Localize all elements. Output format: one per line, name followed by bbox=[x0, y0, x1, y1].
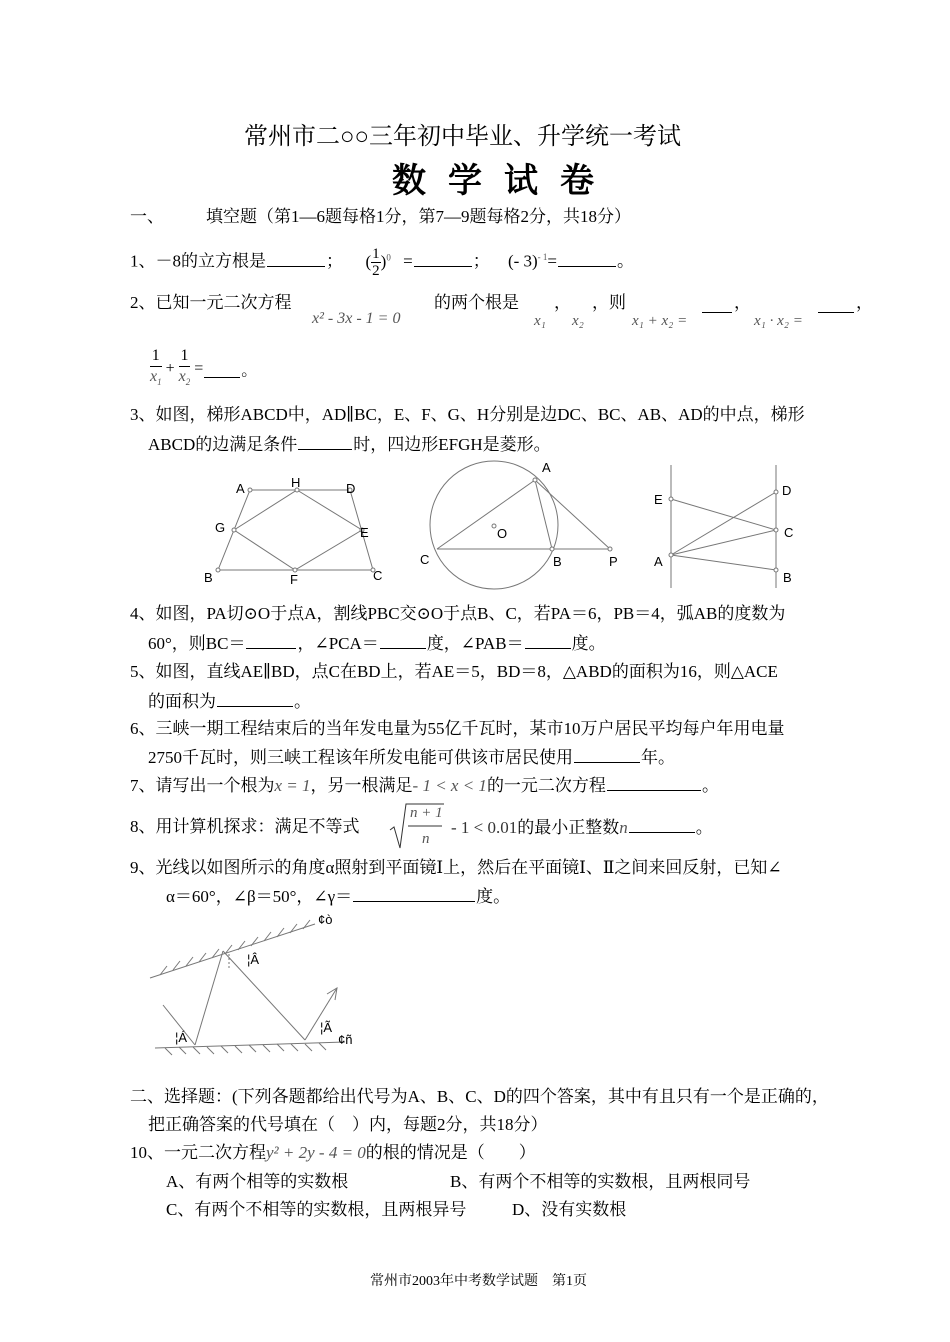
mirror-2-label: ¢ò bbox=[318, 912, 333, 927]
rhombus-efgh bbox=[234, 490, 362, 570]
question-1: 1、－8的立方根是 ； ( $\frac{1}{2}$ )$^0$ = ； (- 3)$^{- 1}$= 。 bbox=[130, 246, 635, 280]
q5-line1: 5、如图，直线AE∥BD，点C在BD上，若AE＝5，BD＝8，△ABD的面积为16，则△ACE bbox=[130, 662, 778, 681]
parallel-lines-figure bbox=[669, 465, 778, 588]
page-footer: 常州市2003年中考数学试题 第1页 bbox=[370, 1274, 587, 1289]
q6-line1: 6、三峡一期工程结束后的当年发电量为55亿千瓦时，某市10万户居民平均每户年用电量 bbox=[130, 719, 785, 738]
q3-line2: ABCD的边满足条件 时，四边形EFGH是菱形。 bbox=[148, 435, 551, 454]
q1-eq2: = bbox=[547, 251, 558, 271]
gamma-label: ¦Ã bbox=[320, 1020, 333, 1035]
question-10: 10、一元二次方程y² + 2y - 4 = 0的根的情况是（ ） bbox=[130, 1143, 536, 1162]
q2-x2: x₂ bbox=[572, 313, 584, 329]
q8-rest: - 1 < 0.01的最小正整数n 。 bbox=[451, 818, 713, 837]
circle-figure bbox=[430, 461, 612, 589]
q2-d: ， bbox=[734, 293, 751, 312]
answer-blank[interactable] bbox=[702, 296, 732, 313]
label-p: P bbox=[609, 554, 618, 569]
answer-blank[interactable] bbox=[629, 816, 695, 833]
label-h: H bbox=[291, 475, 301, 490]
section1-number: 一、 bbox=[130, 207, 164, 226]
q1-sep2: ； bbox=[472, 251, 490, 271]
half-power-zero: ( $\frac{1}{2}$ )$^0$ bbox=[365, 246, 391, 280]
label-c: C bbox=[420, 552, 430, 567]
q2-comma: ， bbox=[554, 293, 571, 312]
q9-line1: 9、光线以如图所示的角度α照射到平面镜Ⅰ上，然后在平面镜Ⅰ、Ⅱ之间来回反射，已知∠ bbox=[130, 858, 782, 877]
label-a: A bbox=[236, 481, 245, 496]
ray-2 bbox=[195, 951, 223, 1045]
label-a: A bbox=[542, 460, 551, 475]
beta-label: ¦Â bbox=[247, 952, 260, 967]
mirror-1-label: ¢ñ bbox=[338, 1032, 353, 1047]
q2-c: ，则 bbox=[592, 293, 626, 312]
option-d[interactable]: D、没有实数根 bbox=[512, 1200, 627, 1219]
answer-blank[interactable] bbox=[558, 250, 616, 267]
answer-blank[interactable] bbox=[217, 690, 293, 707]
q1-end: 。 bbox=[617, 251, 635, 271]
option-b[interactable]: B、有两个不相等的实数根，且两根同号 bbox=[450, 1172, 751, 1191]
q1-text: 1、－8的立方根是 bbox=[130, 251, 266, 271]
label-e: E bbox=[654, 492, 663, 507]
q2-a: 2、已知一元二次方程 bbox=[130, 293, 292, 312]
answer-blank[interactable] bbox=[267, 250, 325, 267]
option-c[interactable]: C、有两个不相等的实数根，且两根异号 bbox=[166, 1200, 467, 1219]
label-b: B bbox=[783, 570, 792, 585]
answer-blank[interactable] bbox=[414, 250, 472, 267]
label-d: D bbox=[782, 483, 792, 498]
label-b: B bbox=[553, 554, 562, 569]
sqrt-numerator: n + 1 bbox=[410, 805, 443, 821]
q7-range: - 1 < x < 1 bbox=[412, 776, 487, 795]
q1-sep: ； bbox=[326, 251, 343, 271]
q3-line1: 3、如图，梯形ABCD中，AD∥BC，E、F、G、H分别是边DC、BC、AB、AD的中点，梯形 bbox=[130, 405, 805, 424]
answer-blank[interactable] bbox=[525, 632, 571, 649]
section2-line1: 二、选择题：(下列各题都给出代号为A、B、C、D的四个答案，其中有且只有一个是正确的， bbox=[130, 1087, 829, 1106]
q2-x1: x₁ bbox=[534, 313, 546, 329]
section1-heading: 填空题（第1—6题每格1分，第7—9题每格2分，共18分） bbox=[206, 207, 631, 226]
label-d: D bbox=[346, 481, 356, 496]
label-f: F bbox=[290, 572, 298, 587]
section2-line2: 把正确答案的代号填在（ ）内，每题2分，共18分） bbox=[148, 1115, 548, 1134]
q4-line1: 4、如图，PA切⊙O于点A，割线PBC交⊙O于点B、C，若PA＝6，PB＝4，弧AB的度数为 bbox=[130, 604, 786, 623]
q10-equation: y² + 2y - 4 = 0 bbox=[266, 1143, 366, 1162]
question-7: 7、请写出一个根为x = 1，另一根满足- 1 < x < 1的一元二次方程 。 bbox=[130, 776, 719, 795]
trapezoid-figure bbox=[216, 488, 375, 572]
q2-prod: x₁ · x₂ = bbox=[754, 313, 803, 329]
label-b: B bbox=[204, 570, 213, 585]
answer-blank[interactable] bbox=[246, 632, 296, 649]
answer-blank[interactable] bbox=[353, 885, 475, 902]
subject-title: 数学试卷 bbox=[392, 163, 616, 200]
q2-sum: x₁ + x₂ = bbox=[632, 313, 688, 329]
label-c: C bbox=[784, 525, 794, 540]
ray-3 bbox=[223, 951, 305, 1040]
label-e: E bbox=[360, 525, 369, 540]
mirror-2-hatch bbox=[160, 920, 310, 975]
q1-eq: = bbox=[403, 251, 413, 271]
neg3-expr: (- 3) bbox=[507, 251, 538, 271]
answer-blank[interactable] bbox=[204, 361, 240, 378]
exam-title: 常州市二○○三年初中毕业、升学统一考试 bbox=[244, 124, 681, 150]
q2-e: ， bbox=[856, 293, 873, 312]
sqrt-denominator: n bbox=[422, 831, 430, 847]
q4-line2: 60°，则BC＝ ，∠PCA＝ 度，∠PAB＝ 度。 bbox=[148, 634, 606, 653]
q6-line2: 2750千瓦时，则三峡工程该年所发电能可供该市居民使用 年。 bbox=[148, 748, 675, 767]
answer-blank[interactable] bbox=[607, 774, 701, 791]
q2-b: 的两个根是 bbox=[434, 293, 519, 312]
answer-blank[interactable] bbox=[574, 746, 640, 763]
q8-text: 8、用计算机探求：满足不等式 bbox=[130, 817, 360, 836]
label-c: C bbox=[373, 568, 383, 583]
reciprocal-sum: $\frac{1}{x_1}$ + $\frac{1}{x_2}$ = 。 bbox=[150, 347, 258, 388]
mirror-figure bbox=[145, 910, 385, 1060]
label-a: A bbox=[654, 554, 663, 569]
answer-blank[interactable] bbox=[298, 433, 352, 450]
alpha-label: ¦Á bbox=[175, 1030, 188, 1045]
answer-blank[interactable] bbox=[818, 296, 854, 313]
trapezoid-abcd bbox=[218, 490, 373, 570]
q9-line2: α＝60°，∠β＝50°，∠γ＝ 度。 bbox=[166, 887, 511, 906]
figures-row bbox=[190, 460, 810, 590]
q2-equation: x² - 3x - 1 = 0 bbox=[312, 310, 401, 327]
answer-blank[interactable] bbox=[380, 632, 426, 649]
label-o: O bbox=[497, 526, 508, 541]
label-g: G bbox=[215, 520, 226, 535]
q7-root: x = 1 bbox=[274, 776, 311, 795]
q5-line2: 的面积为 。 bbox=[148, 692, 311, 711]
option-a[interactable]: A、有两个相等的实数根 bbox=[166, 1172, 349, 1191]
